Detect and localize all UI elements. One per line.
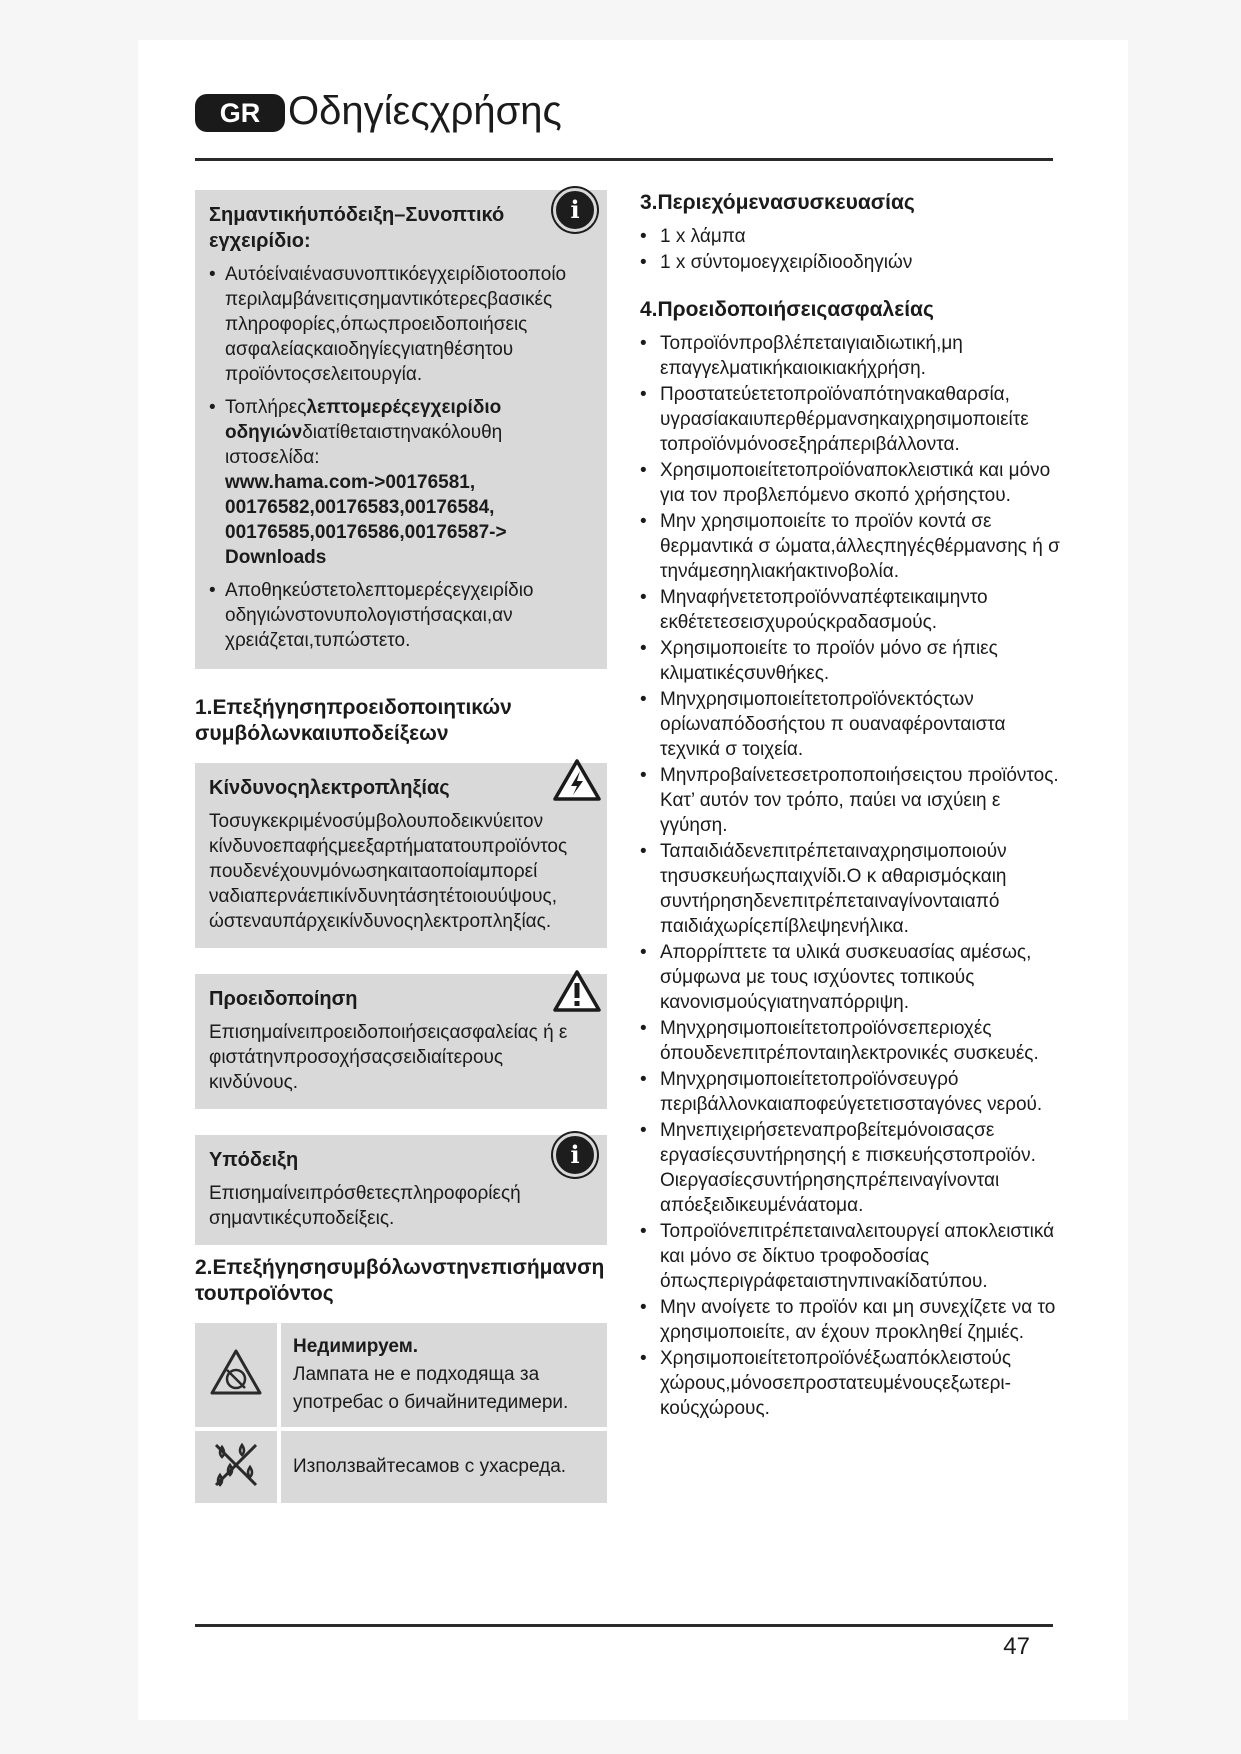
page-number: 47 <box>1003 1633 1030 1660</box>
right-column <box>640 190 1060 1439</box>
list-item: • Μηναφήνετετοπροϊόνναπέφτεικαιμηντο εκθέτετεσεισχυρούςκραδασμούς. <box>640 585 1060 635</box>
note-box <box>195 1135 607 1245</box>
warning-box-title: Προειδοποίηση <box>209 988 358 1010</box>
symbols-table <box>195 1319 607 1507</box>
language-badge: GR <box>195 94 285 132</box>
manual-link-label: λεπτομερέςεγχειρίδιο οδηγιών <box>225 397 502 443</box>
safety-list <box>640 331 1060 1421</box>
section-3-heading: 3.Περιεχόμενασυσκευασίας <box>640 191 915 214</box>
danger-box <box>195 763 607 948</box>
symbol-row <box>195 1323 607 1427</box>
symbol-title: Недимируем. <box>293 1336 419 1357</box>
page-title: Οδηγίεςχρήσης <box>288 89 562 133</box>
list-item: • Μην ανοίγετε το προϊόν και μη συνεχίζετε να το χρησιμοποιείτε, αν έχουν προκληθεί ζημιές. <box>640 1295 1060 1345</box>
note-box-title: Υπόδειξη <box>209 1149 299 1171</box>
section-1-heading: 1.Επεξήγησηπροειδοποιητικών συμβόλωνκαιυποδείξεων <box>195 696 512 745</box>
info-icon: i <box>553 1133 597 1177</box>
electric-shock-warning-icon <box>553 759 601 801</box>
list-item: • Τοπροϊόνπροβλέπεταιγιαιδιωτική,μη επαγγελματικήκαιοικιακήχρήση. <box>640 331 1060 381</box>
list-item: • Μηνεπιχειρήσετεναπροβείτεμόνοισαςσε εργασίεςσυντήρησηςή ε πισκευήςστοπροϊόν. Οιεργασίεςσυντήρησηςπρέπειναγίνονται απόεξειδικευμένάατομα. <box>640 1118 1060 1218</box>
warning-icon <box>553 970 601 1012</box>
symbol-description: Лампата не е подходяща за употребас о бичайнитедимери. <box>293 1364 569 1413</box>
list-item: • Χρησιμοποιείτετοπροϊόναποκλειστικά και μόνο για τον προβλεπόμενο σκοπό χρήσηςτου. <box>640 458 1060 508</box>
list-item: • Απορρίπτετε τα υλικά συσκευασίας αμέσως, σύμφωνα με τους ισχύοντες τοπικούς κανονισμούςγιατηναπόρριψη. <box>640 940 1060 1015</box>
left-column <box>195 190 607 1507</box>
summary-box-title: Σημαντικήυπόδειξη–Συνοπτικό εγχειρίδιο: <box>209 204 505 252</box>
section-2-heading: 2.Επεξήγησησυμβόλωνστηνεπισήμανση τουπροϊόντος <box>195 1256 605 1305</box>
warning-box-text: Επισημαίνειπροειδοποιήσειςασφαλείας ή ε φιστάτηνπροσοχήσαςσειδιαίτερους κινδύνους. <box>209 1022 568 1093</box>
list-item: • Χρησιμοποιείτε το προϊόν μόνο σε ήπιες κλιματικέςσυνθήκες. <box>640 636 1060 686</box>
note-box-text: Επισημαίνειπρόσθετεςπληροφορίεςή σημαντικέςυποδείξεις. <box>209 1183 521 1229</box>
symbol-row <box>195 1431 607 1503</box>
section-4-heading: 4.Προειδοποιήσειςασφαλείας <box>640 298 934 321</box>
list-item: • Μηνχρησιμοποιείτετοπροϊόνσευγρό περιβάλλονκαιαποφεύγετετισσταγόνες νερού. <box>640 1067 1060 1117</box>
summary-bullet-1: • Αυτόείναιένασυνοπτικόεγχειρίδιοτοοποίο περιλαμβάνειτιςσημαντικότερεςβασικές πληροφορίες,όπωςπροειδοποιήσεις ασφαλείαςκαιοδηγίεςγιατηθέσητου προϊόντοςσελειτουργία. <box>209 262 593 387</box>
list-item: • Ταπαιδιάδενεπιτρέπεταιναχρησιμοποιούν τησυσκευήωςπαιχνίδι.Ο κ αθαρισμόςκαιη συντήρησηδενεπιτρέπεταιναγίνονταιαπό παιδιάχωρίςεπίβλεψηενήλικα. <box>640 839 1060 939</box>
summary-bullet-2-pre: Τοπλήρες <box>225 397 307 418</box>
child-prohibited-icon <box>195 1323 281 1427</box>
summary-bullet-2 <box>209 395 593 570</box>
package-contents-list <box>640 224 1060 275</box>
footer-divider <box>195 1624 1053 1627</box>
danger-box-title: Κίνδυνοςηλεκτροπληξίας <box>209 777 450 799</box>
indoor-use-icon <box>195 1431 281 1503</box>
list-item: • Χρησιμοποιείτετοπροϊόνέξωαπόκλειστούς χώρους,μόνοσεπροστατευμένουςεξωτερι- κούςχώρους. <box>640 1346 1060 1421</box>
list-item: • Μηνπροβαίνετεσετροποποιήσειςτου προϊόντος. Κατ’ αυτόν τον τρόπο, παύει να ισχύειη ε γγύηση. <box>640 763 1060 838</box>
list-item: • Μηνχρησιμοποιείτετοπροϊόνσεπεριοχές όπουδενεπιτρέπονταιηλεκτρονικές συσκευές. <box>640 1016 1060 1066</box>
summary-box <box>195 190 607 669</box>
summary-bullet-3: • Αποθηκεύστετολεπτομερέςεγχειρίδιο οδηγιώνστονυπολογιστήσαςκαι,αν χρειάζεται,τυπώστετο. <box>209 578 593 653</box>
download-url[interactable]: www.hama.com->00176581, 00176582,00176583,00176584, 00176585,00176586,00176587-> Downloads <box>225 472 507 568</box>
list-item: • Τοπροϊόνεπιτρέπεταιναλειτουργεί αποκλειστικά και μόνο σε δίκτυο τροφοδοσίας όπωςπεριγράφεταιστηνπινακίδατύπου. <box>640 1219 1060 1294</box>
list-item: • Μηνχρησιμοποιείτετοπροϊόνεκτόςτων ορίωναπόδοσήςτου π ουαναφέρονταιστα τεχνικά σ τοιχεία. <box>640 687 1060 762</box>
list-item: • 1 x σύντομοεγχειρίδιοοδηγιών <box>640 250 1060 275</box>
symbol-description: Използвайтесамов с ухасреда. <box>281 1431 607 1503</box>
info-icon: i <box>553 188 597 232</box>
summary-bullet-2-post: διατίθεταιστηνακόλουθη ιστοσελίδα: <box>225 422 503 468</box>
list-item: • Προστατεύετετοπροϊόναπότηνακαθαρσία, υγρασίακαιυπερθέρμανσηκαιχρησιμοποιείτε τοπροϊόνμόνοσεξηράπεριβάλλοντα. <box>640 382 1060 457</box>
list-item: • 1 x λάμπα <box>640 224 1060 249</box>
header-divider <box>195 158 1053 161</box>
warning-box <box>195 974 607 1109</box>
danger-box-text: Τοσυγκεκριμένοσύμβολουποδεικνύειτον κίνδυνοεπαφήςμεεξαρτήματατουπροϊόντος πουδενέχουνμόνωσηκαιταοποίαμπορεί ναδιαπερνάεπικίνδυνητάσητέτοιουύψους, ώστεναυπάρχεικίνδυνοςηλεκτροπληξίας. <box>209 811 568 932</box>
list-item: • Μην χρησιμοποιείτε το προϊόν κοντά σε θερμαντικά σ ώματα,άλλεςπηγέςθέρμανσης ή σ τηνάμεσηηλιακήακτινοβολία. <box>640 509 1060 584</box>
